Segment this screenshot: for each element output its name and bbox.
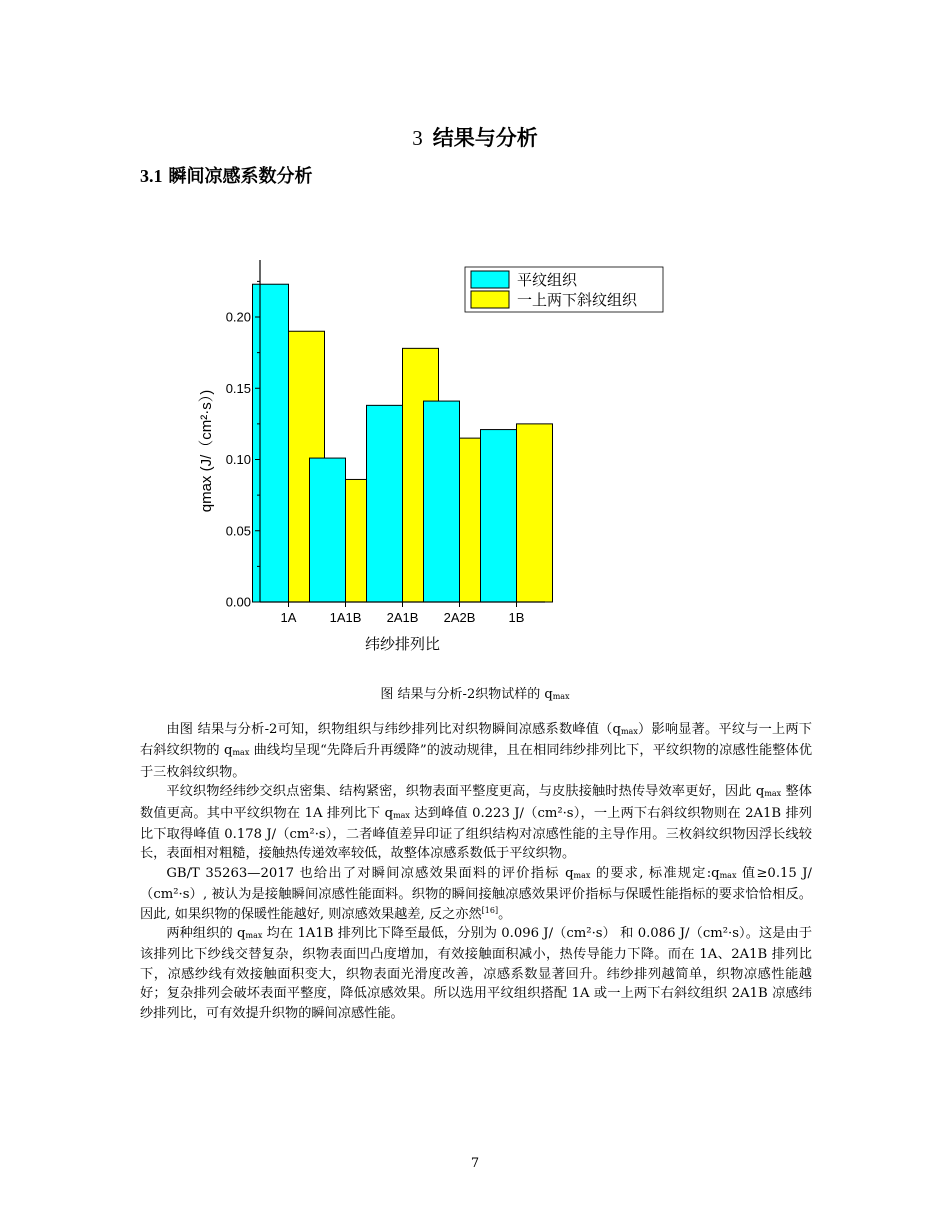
p3-sub-2: max <box>719 870 737 880</box>
p3-text-c: 值≥0.15 J/（cm²·s）, 被认为是接触瞬间凉感性能面料。织物的瞬间接触凉感效果评价指标与保暖性能指标的要求恰恰相反。因此, 如果织物的保暖性能越好, 则凉感效果越差, 反之亦然 <box>140 865 812 922</box>
y-tick-label: 0.05 <box>225 523 251 539</box>
body-text <box>140 720 812 1023</box>
bar-1A-series-1 <box>253 284 289 602</box>
legend-swatch <box>471 291 509 308</box>
p2-sub-1: max <box>764 789 782 799</box>
p2-text-a: 平纹织物经纬纱交织点密集、结构紧密，织物表面平整度更高，与皮肤接触时热传导效率更好，因此 q <box>166 784 765 800</box>
y-tick-label: 0.00 <box>225 594 251 610</box>
y-tick-label: 0.15 <box>225 380 251 396</box>
figure <box>190 245 690 665</box>
y-axis-label: qmax (J/（cm²·s）) <box>198 389 215 513</box>
bar-1A1B-series-1 <box>310 458 346 602</box>
subsection-heading <box>140 162 313 188</box>
p3-text-a: GB/T 35263—2017 也给出了对瞬间凉感效果面料的评价指标 q <box>166 865 574 881</box>
x-tick-label: 1A1B <box>329 610 362 625</box>
y-tick-label: 0.10 <box>225 452 251 467</box>
legend-swatch <box>471 271 509 288</box>
x-tick-label: 2A1B <box>386 610 419 625</box>
x-tick-label: 1B <box>508 610 525 625</box>
p2-text-c: 达到峰值 0.223 J/（cm²·s），一上两下右斜纹织物则在 2A1B 排列比下取得峰值 0.178 J/（cm²·s），二者峰值差异印证了组织结构对凉感性能的主导作用。三枚斜纹织物因浮长线较长，表面相对粗糙，接触热传递效率较低，故整体凉感系数低于平纹织物。 <box>140 805 812 862</box>
paragraph-2 <box>140 782 812 864</box>
p1-text-c: 曲线均呈现“先降后升再缓降”的波动规律，且在相同纬纱排列比下，平纹织物的凉感性能整体优于三枚斜纹织物。 <box>140 743 813 780</box>
bar-chart <box>190 245 690 665</box>
x-tick-label: 1A <box>280 610 297 625</box>
x-axis-label: 纬纱排列比 <box>364 636 441 653</box>
paragraph-1 <box>140 720 812 782</box>
caption-subscript: max <box>552 692 570 701</box>
p3-sub-1: max <box>573 870 591 880</box>
p3-text-b: 的要求, 标准规定:q <box>590 865 720 881</box>
p1-sub-1: max <box>620 727 638 736</box>
bar-1B-series-2 <box>517 424 553 602</box>
x-tick-label: 2A2B <box>443 610 476 625</box>
y-tick-label: 0.20 <box>225 309 251 325</box>
paragraph-4 <box>140 924 812 1023</box>
p3-text-d: 。 <box>498 906 512 922</box>
section-heading <box>0 122 950 152</box>
paragraph-3 <box>140 864 812 924</box>
p1-text-b: ）影响显著。平纹与一上两下右斜纹织物的 q <box>140 722 812 759</box>
subsection-title: 瞬间凉感系数分析 <box>168 166 313 187</box>
legend-label: 一上两下斜纹组织 <box>517 292 638 309</box>
legend-label: 平纹组织 <box>517 272 578 289</box>
p1-text-a: 由图 结果与分析-2可知，织物组织与纬纱排列比对织物瞬间凉感系数峰值（q <box>166 722 621 737</box>
subsection-number: 3.1 <box>140 166 163 186</box>
p1-sub-2: max <box>232 748 250 758</box>
p2-sub-2: max <box>393 810 410 820</box>
bar-2A1B-series-1 <box>367 405 403 602</box>
p4-text-a: 两种组织的 q <box>166 926 246 942</box>
p2-text-b: 整体数值更高。其中平纹织物在 1A 排列比下 q <box>140 784 812 821</box>
citation-ref[interactable]: [16] <box>481 905 499 915</box>
caption-text: 图 结果与分析-2织物试样的 q <box>380 687 553 702</box>
p4-sub-1: max <box>245 931 263 941</box>
figure-caption <box>0 683 950 702</box>
page-number: 7 <box>470 1156 480 1171</box>
section-title: 结果与分析 <box>432 126 538 150</box>
p4-text-b: 均在 1A1B 排列比下降至最低，分别为 0.096 J/（cm²·s） 和 0.086 J/（cm²·s）。这是由于该排列比下纱线交替复杂，织物表面凹凸度增加，有效接触面积减小，热传导能力下降。而在 1A、2A1B 排列比下，凉感纱线有效接触面积变大，织物表面光滑度改善，凉感系数显著回升。纬纱排列越简单，织物凉感性能越好；复杂排列会破坏表面平整度，降低凉感效果。所以选用平纹组织搭配 1A 或一上两下右斜纹组织 2A1B 凉感纬纱排列比，可有效提升织物的瞬间凉感性能。 <box>140 926 813 1021</box>
bar-2A2B-series-1 <box>424 401 460 602</box>
bar-1B-series-1 <box>481 430 517 602</box>
section-number: 3 <box>412 126 423 150</box>
